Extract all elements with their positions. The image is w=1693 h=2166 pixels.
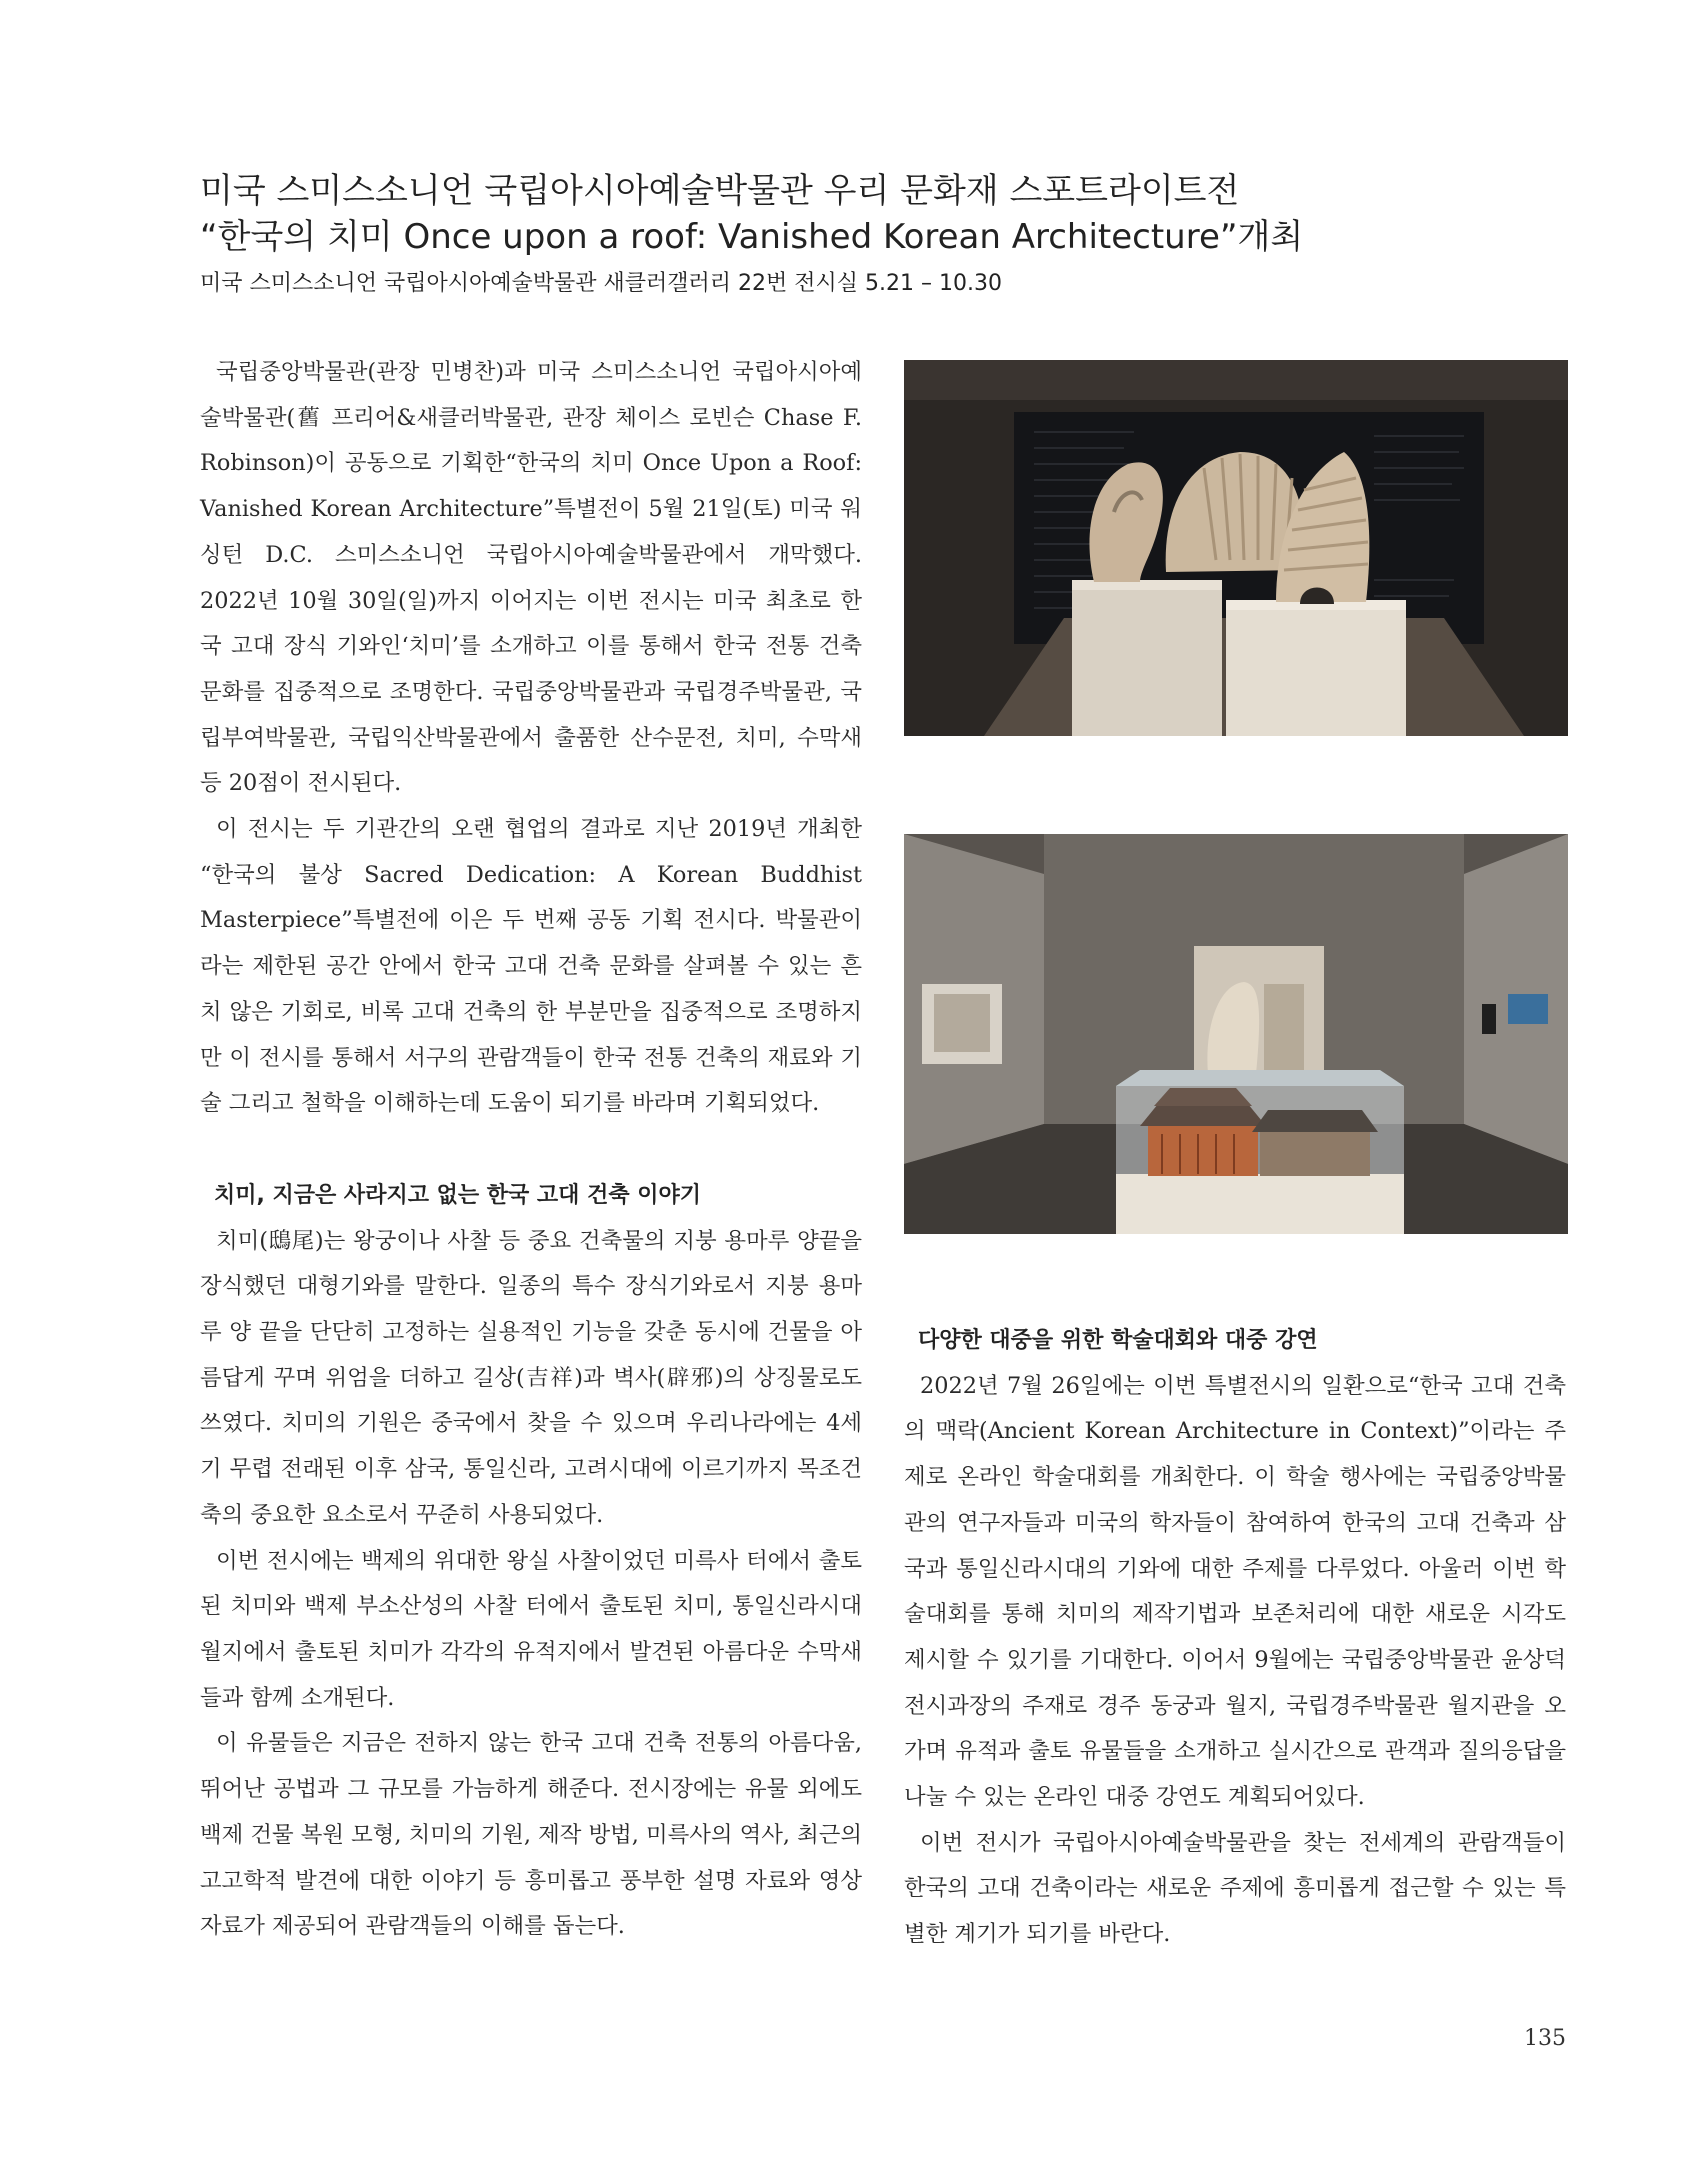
page-number: 135 — [1524, 2026, 1566, 2051]
section-heading-lectures: 다양한 대중을 위한 학술대회와 대중 강연 — [918, 1328, 1318, 1353]
paragraph: 이 유물들은 지금은 전하지 않는 한국 고대 건축 전통의 아름다움, 뛰어난 공법과 그 규모를 가늠하게 해준다. 전시장에는 유물 외에도 백제 건물 복원 모형, 치미의 기원, 제작 방법, 미륵사의 역사, 최근의 고고학적 발견에 대한 이야기 등 흥미롭고 풍부한 설명 자료와 영상 자료가 제공되어 관람객들의 이해를 돕는다. — [200, 1730, 863, 1940]
paragraph: 치미(鴟尾)는 왕궁이나 사찰 등 중요 건축물의 지붕 용마루 양끝을 장식했던 대형기와를 말한다. 일종의 특수 장식기와로서 지붕 용마루 양 끝을 단단히 고정하는 실용적인 기능을 갖춘 동시에 건물을 아름답게 꾸며 위엄을 더하고 길상(吉祥)과 벽사(辟邪)의 상징물로도 쓰였다. 치미의 기원은 중국에서 찾을 수 있으며 우리나라에는 4세기 무렵 전래된 이후 삼국, 통일신라, 고려시대에 이르기까지 목조건축의 중요한 요소로서 꾸준히 사용되었다. — [200, 1227, 862, 1528]
article-header — [200, 168, 1580, 300]
exhibition-photo-gallery-model — [904, 834, 1568, 1234]
left-text-column — [200, 350, 862, 1950]
article-subtitle: 미국 스미스소니언 국립아시아예술박물관 새클러갤러리 22번 전시실 5.21 – 10.30 — [200, 271, 1002, 296]
paragraph: 2022년 7월 26일에는 이번 특별전시의 일환으로“한국 고대 건축의 맥락(Ancient Korean Architecture in Context)”이라는 주제로 온라인 학술대회를 개최한다. 이 학술 행사에는 국립중앙박물관의 연구자들과 미국의 학자들이 참여하여 한국의 고대 건축과 삼국과 통일신라시대의 기와에 대한 주제를 다루었다. 아울러 이번 학술대회를 통해 치미의 제작기법과 보존처리에 대한 새로운 시각도 제시할 수 있기를 기대한다. 이어서 9월에는 국립중앙박물관 윤상덕 전시과장의 주재로 경주 동궁과 월지, 국립경주박물관 월지관을 오가며 유적과 출토 유물들을 소개하고 실시간으로 관객과 질의응답을 나눌 수 있는 온라인 대중 강연도 계획되어있다. — [904, 1372, 1566, 1811]
article-title-line2: “한국의 치미 Once upon a roof: Vanished Korean Architecture”개최 — [200, 217, 1304, 257]
exhibition-photo-chimi-display — [904, 360, 1568, 736]
right-text-column — [904, 1318, 1566, 1958]
article-title-line1: 미국 스미스소니언 국립아시아예술박물관 우리 문화재 스포트라이트전 — [200, 171, 1240, 211]
section-heading-chimi: 치미, 지금은 사라지고 없는 한국 고대 건축 이야기 — [214, 1182, 702, 1208]
paragraph: 국립중앙박물관(관장 민병찬)과 미국 스미스소니언 국립아시아예술박물관(舊 프리어&새클러박물관, 관장 체이스 로빈슨 Chase F. Robinson)이 공동으로 기획한“한국의 치미 Once Upon a Roof: Vanished Korean Architecture”특별전이 5월 21일(토) 미국 워싱턴 D.C. 스미스소니언 국립아시아예술박물관에서 개막했다. 2022년 10월 30일(일)까지 이어지는 이번 전시는 미국 최초로 한국 고대 장식 기와인‘치미’를 소개하고 이를 통해서 한국 전통 건축 문화를 집중적으로 조명한다. 국립중앙박물관과 국립경주박물관, 국립부여박물관, 국립익산박물관에서 출품한 산수문전, 치미, 수막새 등 20점이 전시된다. — [200, 359, 862, 797]
paragraph: 이번 전시에는 백제의 위대한 왕실 사찰이었던 미륵사 터에서 출토된 치미와 백제 부소산성의 사찰 터에서 출토된 치미, 통일신라시대 월지에서 출토된 치미가 각각의 유적지에서 발견된 아름다운 수막새들과 함께 소개된다. — [200, 1547, 862, 1711]
paragraph: 이 전시는 두 기관간의 오랜 협업의 결과로 지난 2019년 개최한 “한국의 불상 Sacred Dedication: A Korean Buddhist Masterpiece”특별전에 이은 두 번째 공동 기획 전시다. 박물관이라는 제한된 공간 안에서 한국 고대 건축 문화를 살펴볼 수 있는 흔치 않은 기회로, 비록 고대 건축의 한 부분만을 집중적으로 조명하지만 이 전시를 통해서 서구의 관람객들이 한국 전통 건축의 재료와 기술 그리고 철학을 이해하는데 도움이 되기를 바라며 기획되었다. — [200, 816, 862, 1117]
paragraph: 이번 전시가 국립아시아예술박물관을 찾는 전세계의 관람객들이 한국의 고대 건축이라는 새로운 주제에 흥미롭게 접근할 수 있는 특별한 계기가 되기를 바란다. — [904, 1829, 1566, 1948]
